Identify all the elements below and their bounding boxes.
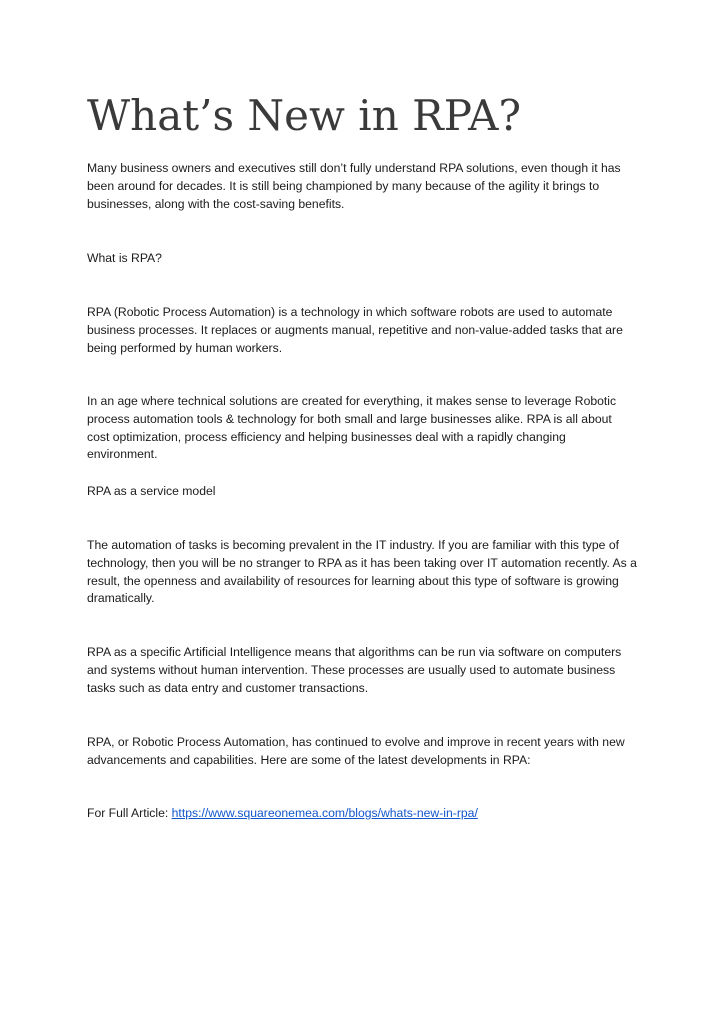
leverage-paragraph: In an age where technical solutions are created for everything, it makes sense to leverage Robotic process automation tools & technology for both small and large businesses alike. RPA is all about cost optimization, process efficiency and helping businesses deal with a rapidly changing environment. (87, 394, 617, 462)
definition-paragraph: RPA (Robotic Process Automation) is a technology in which software robots are used to automate business processes. It replaces or augments manual, repetitive and non-value-added tasks that are being performed by human workers. (87, 305, 623, 355)
evolve-paragraph: RPA, or Robotic Process Automation, has continued to evolve and improve in recent years with new advancements and capabilities. Here are some of the latest developments in RPA: (87, 735, 625, 767)
ai-paragraph: RPA as a specific Artificial Intelligence means that algorithms can be run via software on computers and systems without human intervention. These processes are usually used to automate business tasks such as data entry and customer transactions. (87, 645, 622, 695)
page-title: What’s New in RPA? (87, 91, 522, 140)
full-article-link[interactable]: https://www.squareonemea.com/blogs/whats-new-in-rpa/ (171, 806, 478, 820)
intro-paragraph: Many business owners and executives still don’t fully understand RPA solutions, even though it has been around for decades. It is still being championed by many because of the agility it brings to businesses, along with the cost-saving benefits. (87, 161, 621, 211)
section-heading-service-model: RPA as a service model (87, 484, 216, 498)
section-heading-what-is-rpa: What is RPA? (87, 251, 162, 265)
automation-paragraph: The automation of tasks is becoming prevalent in the IT industry. If you are familiar with this type of technology, then you will be no stranger to RPA as it has been taking over IT automation recently. As a result, the openness and availability of resources for learning about this type of software is growing dramatically. (87, 538, 637, 606)
full-article-label: For Full Article: (87, 806, 172, 820)
full-article-line (87, 805, 637, 823)
